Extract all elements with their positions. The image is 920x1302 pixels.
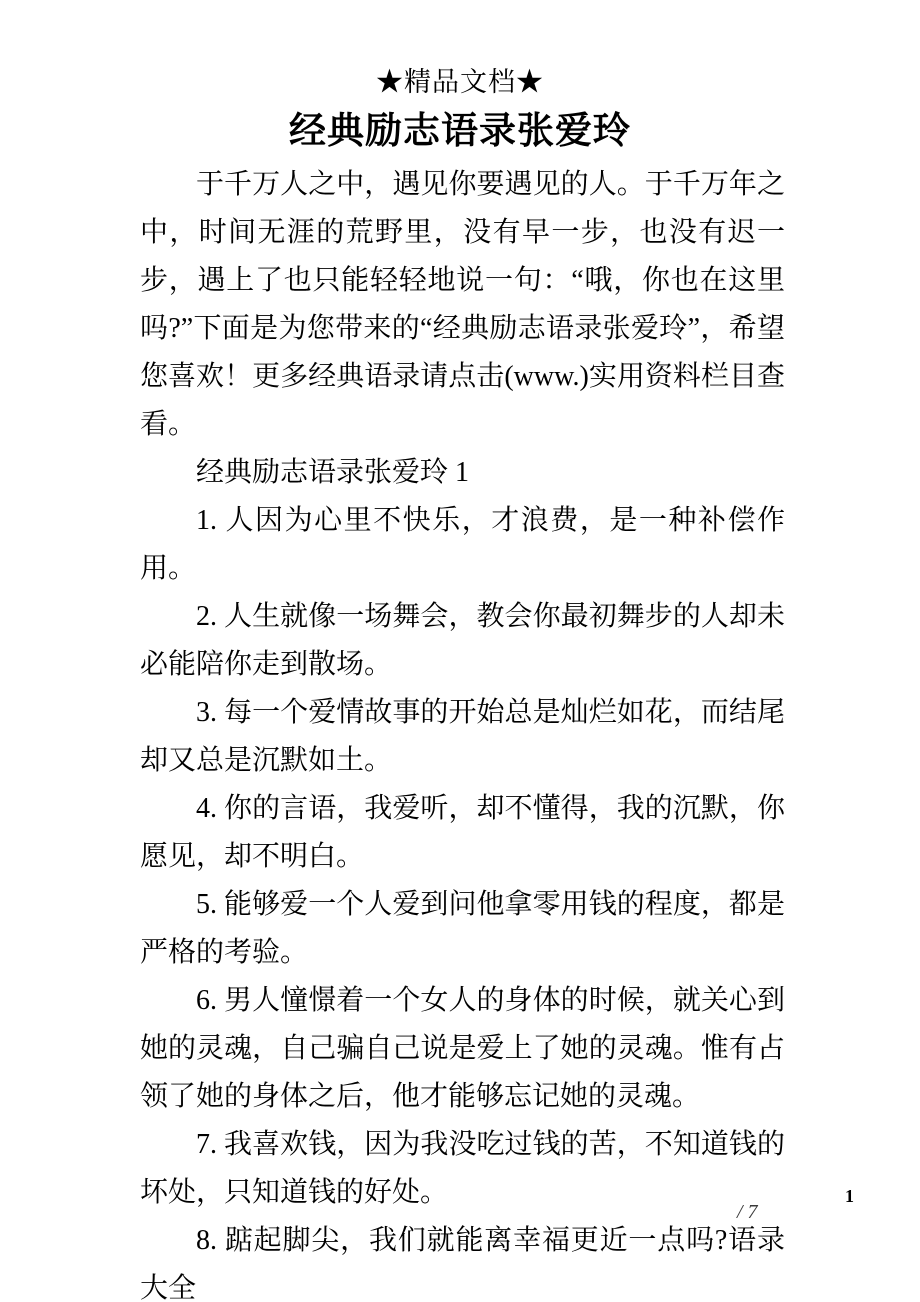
doc-header-label: ★精品文档★ <box>376 67 544 97</box>
paragraph-quote-8: 8. 踮起脚尖，我们就能离幸福更近一点吗?语录大全 <box>140 1225 785 1302</box>
paragraph-quote-7: 7. 我喜欢钱，因为我没吃过钱的苦，不知道钱的坏处，只知道钱的好处。 <box>140 1129 785 1208</box>
paragraph-quote-6: 6. 男人憧憬着一个女人的身体的时候，就关心到她的灵魂，自己骗自己说是爱上了她的灵魂。惟有占领了她的身体之后，他才能够忘记她的灵魂。 <box>140 985 785 1112</box>
page-title: 经典励志语录张爱玲 <box>289 111 631 152</box>
document-body <box>140 161 785 1302</box>
paragraph-quote-4: 4. 你的言语，我爱听，却不懂得，我的沉默，你愿见，却不明白。 <box>140 793 785 872</box>
paragraph-intro: 于千万人之中，遇见你要遇见的人。于千万年之中，时间无涯的荒野里，没有早一步，也没有迟一步，遇上了也只能轻轻地说一句：“哦，你也在这里吗?”下面是为您带来的“经典励志语录张爱玲”，希望您喜欢！更多经典语录请点击(www.)实用资料栏目查看。 <box>140 169 785 440</box>
page-total: / 7 <box>737 1201 758 1223</box>
paragraph-quote-1: 1. 人因为心里不快乐，才浪费，是一种补偿作用。 <box>140 505 785 584</box>
paragraph-subtitle: 经典励志语录张爱玲 1 <box>196 457 470 488</box>
paragraph-quote-2: 2. 人生就像一场舞会，教会你最初舞步的人却未必能陪你走到散场。 <box>140 601 785 680</box>
paragraph-quote-5: 5. 能够爱一个人爱到问他拿零用钱的程度，都是严格的考验。 <box>140 889 785 968</box>
paragraph-quote-3: 3. 每一个爱情故事的开始总是灿烂如花，而结尾却又总是沉默如土。 <box>140 697 785 776</box>
page-number: 1 <box>845 1186 854 1206</box>
